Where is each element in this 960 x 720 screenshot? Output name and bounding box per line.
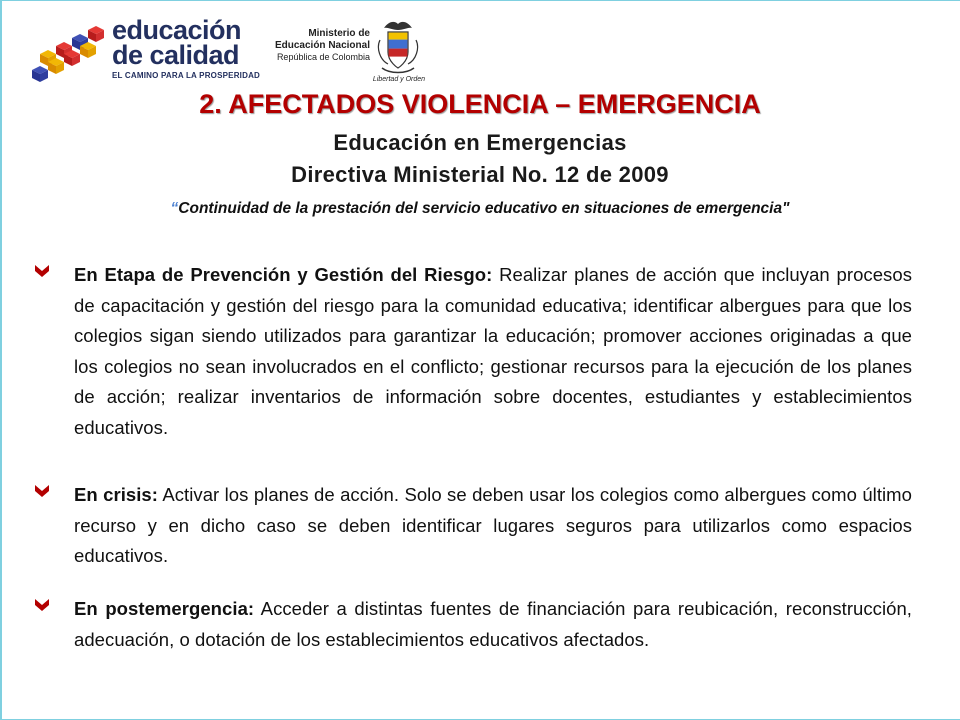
directive-quote [100, 198, 860, 220]
crest-motto: Libertad y Orden [372, 76, 426, 83]
ministry-line-2: Educación Nacional [274, 40, 370, 51]
subtitle-2: Directiva Ministerial No. 12 de 2009 [291, 162, 669, 187]
ministry-line-3: República de Colombia [276, 52, 370, 62]
chevron-down-icon [34, 484, 50, 498]
quote-text: Continuidad de la prestación del servicio educativo en situaciones de emergencia" [178, 200, 790, 217]
bullet-body: Realizar planes de acción que incluyan procesos de capacitación y gestión del riesgo para la comunidad educativa; identificar albergues para que los colegios sigan siendo utilizados para garantizar la educación; promover acciones originadas a que los colegios no sean involucrados en el conflicto; gestionar recursos para la ejecución de los planes de acción; realizar inventarios de información sobre docentes, estudiantes y establecimientos educativos. [74, 264, 912, 438]
header-logos [30, 15, 460, 88]
bullet-label: En Etapa de Prevención y Gestión del Riesgo: [74, 264, 493, 285]
bullet-text [74, 480, 912, 572]
bullet-body: Activar los planes de acción. Solo se deben usar los colegios como albergues como último recurso y en dicho caso se deben identificar lugares seguros para utilizarlos como espacios educativos. [74, 484, 912, 567]
open-quote-mark: “ [170, 200, 179, 217]
slide-heading: 2. AFECTADOS VIOLENCIA – EMERGENCIA [199, 89, 761, 119]
ministry-line-1: Ministerio de [308, 28, 370, 39]
bullet-list [34, 260, 912, 708]
bullet-text [74, 260, 912, 444]
bullet-label: En postemergencia: [74, 598, 255, 619]
chevron-down-icon [34, 598, 50, 612]
chevron-down-icon [34, 264, 50, 278]
list-item [34, 260, 912, 458]
list-item [34, 480, 912, 572]
bullet-text [74, 594, 912, 655]
cubes-logo-icon [30, 24, 110, 86]
brand-tagline: EL CAMINO PARA LA PROSPERIDAD [112, 71, 261, 80]
brand-wordmark [112, 15, 272, 80]
ministry-name [266, 28, 370, 63]
brand-line-1: educación [112, 15, 242, 45]
list-item [34, 594, 912, 686]
subtitle-1: Educación en Emergencias [333, 130, 627, 155]
bullet-body: Acceder a distintas fuentes de financiación para reubicación, reconstrucción, adecuación, o dotación de los establecimientos educativos afectados. [74, 598, 912, 650]
bullet-label: En crisis: [74, 484, 158, 505]
brand-line-2: de calidad [112, 40, 240, 70]
